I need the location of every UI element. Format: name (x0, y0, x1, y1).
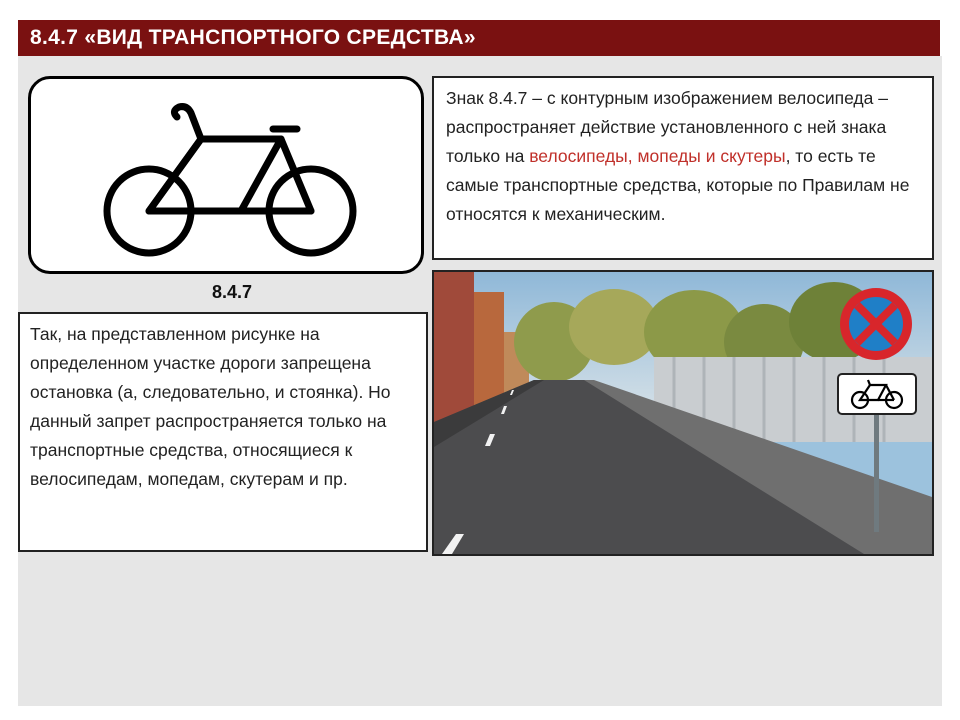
bicycle-plate-icon (838, 374, 916, 414)
example-box (18, 312, 428, 552)
sign-caption: 8.4.7 (212, 282, 253, 302)
no-stopping-sign-icon (840, 288, 912, 360)
bicycle-icon (91, 91, 371, 261)
title-bar (18, 20, 940, 56)
description-text-end: , то есть те самые транспортные средства, которые по Правилам не относятся к механическим. (446, 146, 910, 224)
highlighted-vehicles: велосипеды, мопеды и скутеры (529, 146, 786, 166)
description-box (432, 76, 934, 260)
street-photo (432, 270, 934, 556)
example-text: Так, на представленном рисунке на определенном участке дороги запрещена остановка (а, следовательно, и стоянка). Но данный запрет распространяется только на транспортные средства, относящиеся к велосипедам, мопедам, скутерам и пр. (30, 324, 391, 489)
page-title: 8.4.7 «ВИД ТРАНСПОРТНОГО СРЕДСТВА» (30, 26, 476, 49)
description-text-start: Знак 8.4.7 – с контурным изображением велосипеда – распространяет действие установленного с ней знака только на (446, 88, 888, 166)
sign-card (28, 76, 424, 274)
